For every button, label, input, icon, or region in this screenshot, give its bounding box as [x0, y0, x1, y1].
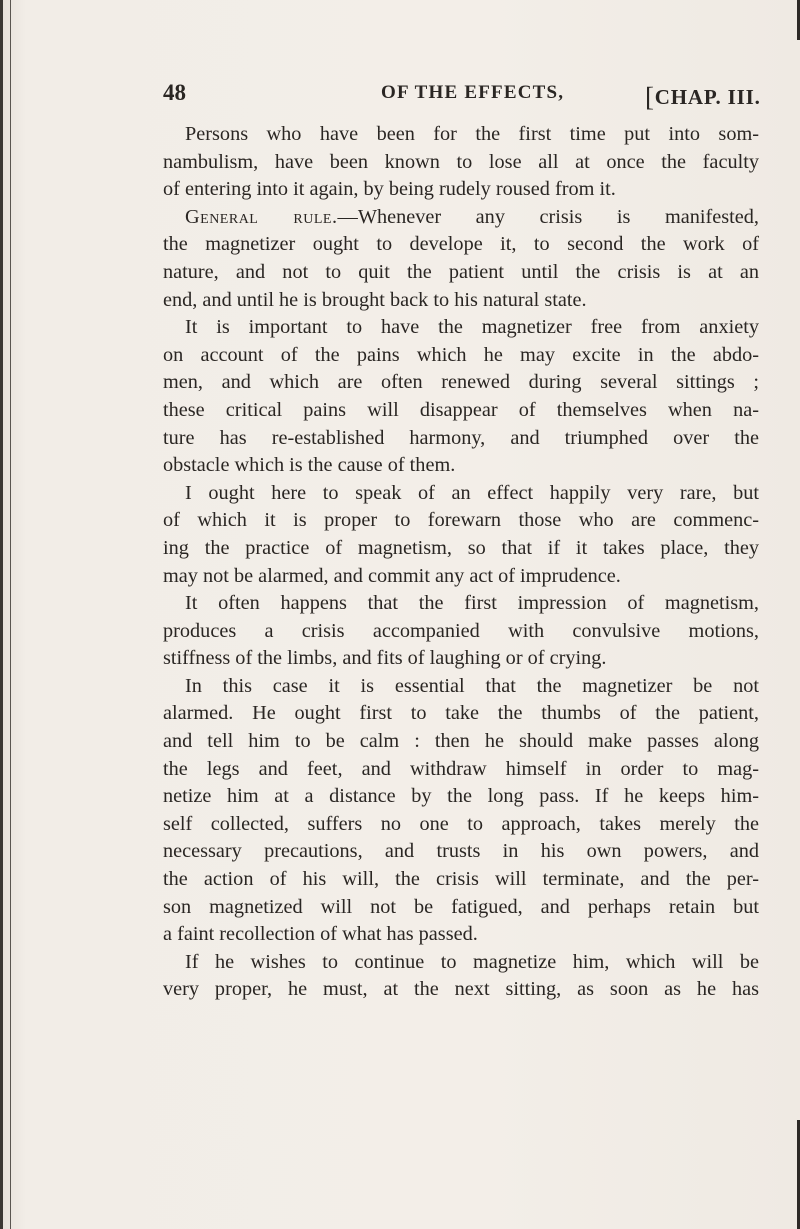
binding-edge-inner [10, 0, 11, 1229]
paragraph [163, 480, 759, 590]
text-line: on account of the pains which he may excite in the abdo- [163, 343, 759, 366]
text-line: of entering into it again, by being rudely roused from it. [163, 178, 616, 201]
text-line: self collected, suffers no one to approach, takes merely the [163, 812, 759, 835]
paragraph [163, 949, 759, 1004]
running-header [163, 80, 763, 110]
text-line: If he wishes to continue to magnetize him, which will be [185, 950, 759, 973]
text-line: nature, and not to quit the patient until the crisis is at an [163, 260, 759, 283]
text-line: obstacle which is the cause of them. [163, 454, 456, 477]
text-line: and tell him to be calm : then he should make passes along [163, 730, 759, 753]
running-title: OF THE EFFECTS, [381, 82, 565, 103]
text-line: a faint recollection of what has passed. [163, 923, 478, 946]
chapter-bracket: [ [645, 82, 655, 112]
text-line: son magnetized will not be fatigued, and perhaps retain but [163, 895, 759, 918]
text-line: the legs and feet, and withdraw himself in order to mag- [163, 757, 759, 780]
binding-edge [0, 0, 3, 1229]
chapter-text: CHAP. III. [654, 85, 761, 109]
text-line: It is important to have the magnetizer free from anxiety [185, 316, 759, 339]
text-line: In this case it is essential that the magnetizer be not [185, 674, 759, 697]
text-line: men, and which are often renewed during several sittings ; [163, 371, 759, 394]
text-line: ture has re-established harmony, and triumphed over the [163, 426, 759, 449]
text-line: the magnetizer ought to develope it, to second the work of [163, 233, 759, 256]
chapter-label [645, 80, 761, 111]
paragraph [163, 590, 759, 673]
text-line: netize him at a distance by the long pass. If he keeps him- [163, 785, 759, 808]
text-line: necessary precautions, and trusts in his own powers, and [163, 840, 759, 863]
text-line: It often happens that the first impression of magnetism, [185, 592, 759, 615]
text-line-rest: —Whenever any crisis is manifested, [337, 205, 759, 228]
paragraph [163, 204, 759, 314]
text-line: may not be alarmed, and commit any act of imprudence. [163, 564, 621, 587]
text-line: nambulism, have been known to lose all at once the faculty [163, 150, 759, 173]
paragraph [163, 314, 759, 480]
text-line: Persons who have been for the first time put into som- [185, 123, 759, 145]
text-line: these critical pains will disappear of themselves when na- [163, 398, 759, 421]
text-line [163, 204, 759, 232]
text-line: I ought here to speak of an effect happily very rare, but [185, 481, 759, 504]
paragraph [163, 121, 759, 204]
paragraph [163, 673, 759, 949]
page-number: 48 [163, 80, 186, 105]
body-text [163, 121, 759, 1004]
text-line: very proper, he must, at the next sitting, as soon as he has [163, 978, 759, 1001]
text-line: produces a crisis accompanied with convulsive motions, [163, 619, 759, 642]
text-line: alarmed. He ought first to take the thumbs of the patient, [163, 702, 759, 725]
text-line: end, and until he is brought back to his natural state. [163, 288, 587, 311]
text-line: stiffness of the limbs, and fits of laughing or of crying. [163, 647, 607, 670]
text-line: of which it is proper to forewarn those who are commenc- [163, 509, 759, 532]
text-line: ing the practice of magnetism, so that if it takes place, they [163, 536, 759, 559]
rule-heading: General rule. [185, 205, 338, 228]
text-line: the action of his will, the crisis will terminate, and the per- [163, 868, 759, 891]
